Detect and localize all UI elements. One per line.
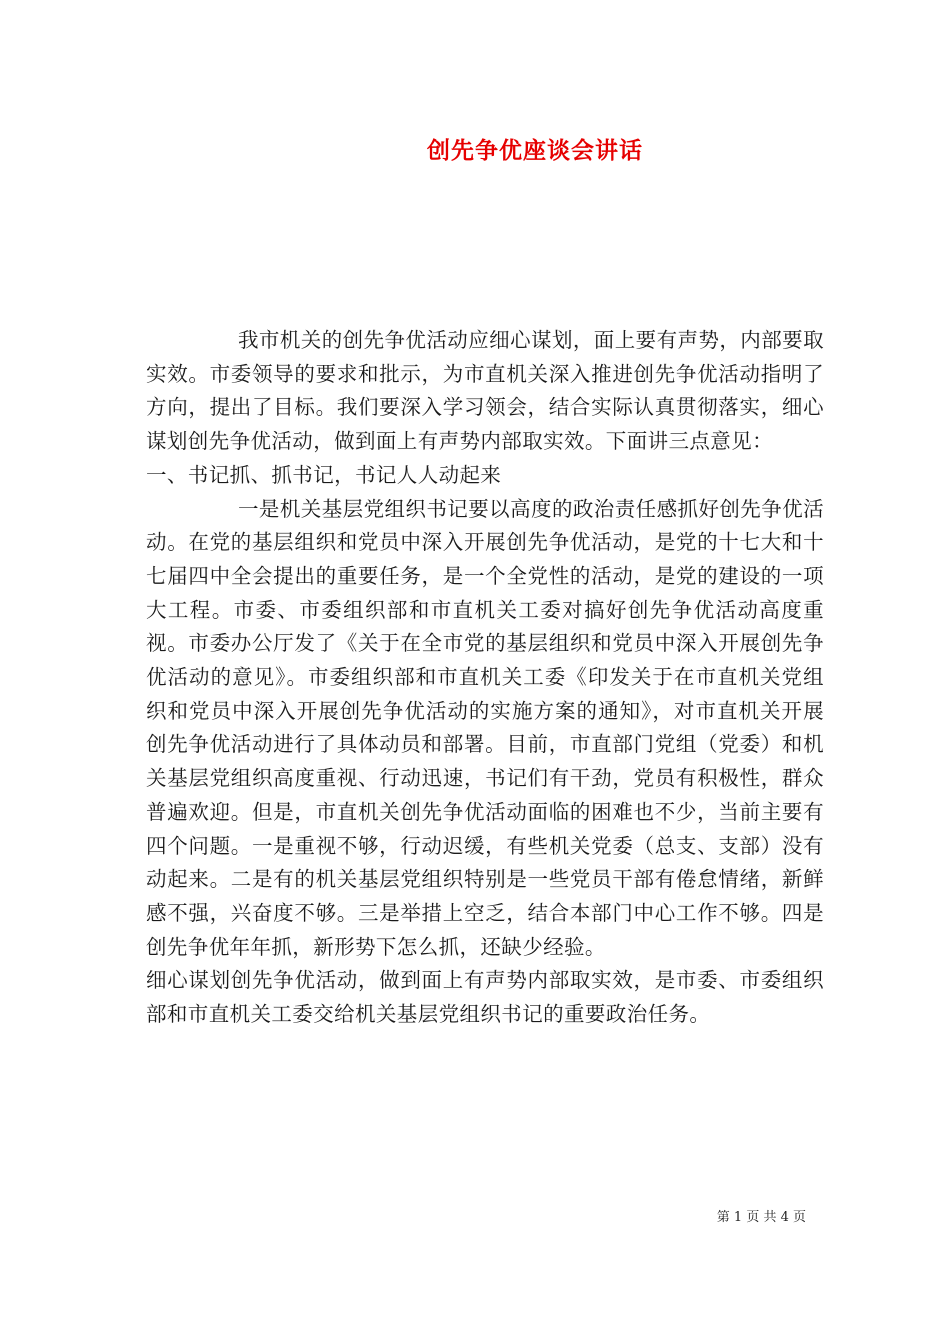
section-heading: 一、书记抓、抓书记，书记人人动起来	[146, 462, 502, 487]
document-body	[146, 324, 824, 1032]
page-title: 创先争优座谈会讲话	[427, 138, 643, 164]
intro-paragraph: 我市机关的创先争优活动应细心谋划，面上要有声势，内部要取实效。市委领导的要求和批示，为市直机关深入推进创先争优活动指明了方向，提出了目标。我们要深入学习领会，结合实际认真贯彻落实，细心谋划创先争优活动，做到面上有声势内部取实效。下面讲三点意见：	[146, 328, 824, 454]
point-paragraph: 一是机关基层党组织书记要以高度的政治责任感抓好创先争优活动。在党的基层组织和党员中深入开展创先争优活动，是党的十七大和十七届四中全会提出的重要任务，是一个全党性的活动，是党的建设的一项大工程。市委、市委组织部和市直机关工委对搞好创先争优活动高度重视。市委办公厅发了《关于在全市党的基层组织和党员中深入开展创先争优活动的意见》。市委组织部和市直机关工委《印发关于在市直机关党组织和党员中深入开展创先争优活动的实施方案的通知》，对市直机关开展创先争优活动进行了具体动员和部署。目前，市直部门党组（党委）和机关基层党组织高度重视、行动迅速，书记们有干劲，党员有积极性，群众普遍欢迎。但是，市直机关创先争优活动面临的困难也不少，当前主要有四个问题。一是重视不够，行动迟缓，有些机关党委（总支、支部）没有动起来。二是有的机关基层党组织特别是一些党员干部有倦怠情绪，新鲜感不强，兴奋度不够。三是举措上空乏，结合本部门中心工作不够。四是创先争优年年抓，新形势下怎么抓，还缺少经验。	[146, 496, 824, 959]
page-number: 第 1 页 共 4 页	[716, 1210, 806, 1225]
continuation-paragraph: 细心谋划创先争优活动，做到面上有声势内部取实效，是市委、市委组织部和市直机关工委交给机关基层党组织书记的重要政治任务。	[146, 968, 824, 1027]
